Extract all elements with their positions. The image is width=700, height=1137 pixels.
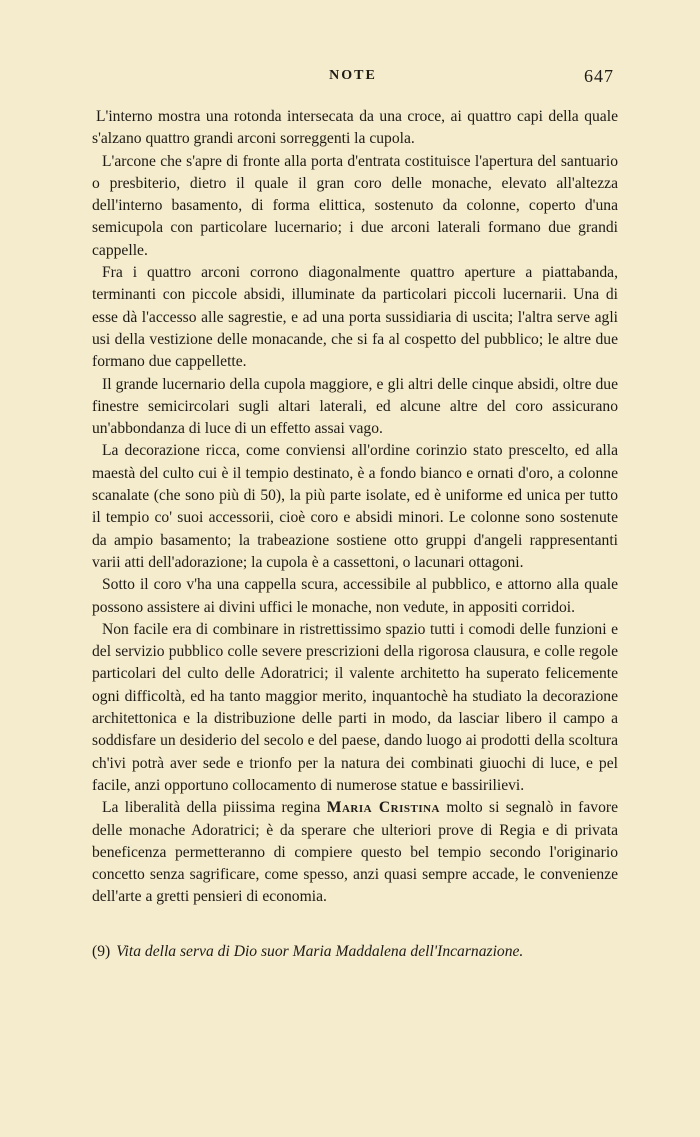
paragraph: L'interno mostra una rotonda intersecata da una croce, ai quattro capi della quale s'alzano quattro grandi arconi sorreggenti la cupola.: [92, 108, 618, 148]
paragraph: La decorazione ricca, come conviensi all'ordine corinzio stato prescelto, ed alla maestà del culto cui è il tempio destinato, è a fondo bianco e ornati d'oro, a colonne scanalate (che sono più di 50), la più parte isolate, ed è uniforme ed unica per tutto il tempio co' suoi accessorii, cioè coro e absidi minori. Le colonne sono sostenute da ampio basamento; la trabeazione sostiene otto gruppi d'angeli rappresentanti varii atti dell'adorazione; la cupola è a cassettoni, o lacunari ottagoni.: [92, 442, 618, 571]
paragraph: [92, 797, 618, 908]
queen-name: Maria Cristina: [326, 799, 440, 817]
running-header: [92, 66, 614, 86]
body-text: [92, 106, 618, 909]
paragraph-text: molto si segnalò in favore delle monache Adoratrici; è da sperare che ulteriori prove di Regia e di privata beneficenza permetteranno di compiere questo bel tempio secondo l'originario concetto senza sagrificare, come spesso, anzi quasi sempre accade, le convenienze dell'arte a gretti pensieri di economia.: [92, 799, 618, 906]
paragraph: L'arcone che s'apre di fronte alla porta d'entrata costituisce l'apertura del santuario o presbiterio, dietro il quale il gran coro delle monache, elevato all'altezza dell'interno basamento, di forma elittica, sostenuto da colonne, coperto d'una semicupola con particolare lucernario; i due arconi laterali formano due grandi cappelle.: [92, 152, 618, 259]
page-number: 647: [584, 66, 614, 86]
footnote-marker: (9): [92, 943, 111, 960]
footnote: [92, 940, 618, 963]
footnote-text: Vita della serva di Dio suor Maria Maddalena dell'Incarnazione.: [116, 943, 524, 960]
paragraph: Sotto il coro v'ha una cappella scura, accessibile al pubblico, e attorno alla quale possono assistere ai divini uffici le monache, non vedute, in appositi corridoi.: [92, 576, 618, 616]
paragraph: Il grande lucernario della cupola maggiore, e gli altri delle cinque absidi, oltre due finestre semicircolari sugli altari laterali, ed alcune altre del coro assicurano un'abbondanza di luce di un effetto assai vago.: [92, 375, 618, 438]
running-title: NOTE: [329, 68, 377, 83]
paragraph-text: La liberalità della piissima regina: [102, 799, 327, 817]
paragraph: Fra i quattro arconi corrono diagonalmente quattro aperture a piattabanda, terminanti con piccole absidi, illuminate da particolari piccoli lucernarii. Una di esse dà l'accesso alle sagrestie, e ad una porta sussidiaria di uscita; l'altra serve agli usi della vestizione delle monacande, che si fa al cospetto del pubblico; le altre due formano due cappellette.: [92, 264, 618, 371]
paragraph: Non facile era di combinare in ristrettissimo spazio tutti i comodi delle funzioni e del servizio pubblico colle severe prescrizioni della rigorosa clausura, e colle regole particolari del culto delle Adoratrici; il valente architetto ha superato felicemente ogni difficoltà, ed ha tanto maggior merito, inquantochè ha studiato la decorazione architettonica e la distribuzione delle parti in modo, da lasciar libero il campo a soddisfare un desiderio del secolo e del paese, dando luogo ai prodotti della scoltura ch'ivi potrà aver sede e trionfo per la natura dei combinati giuochi di luce, e pel facile, anzi opportuno collocamento di numerose statue e bassirilievi.: [92, 620, 618, 794]
